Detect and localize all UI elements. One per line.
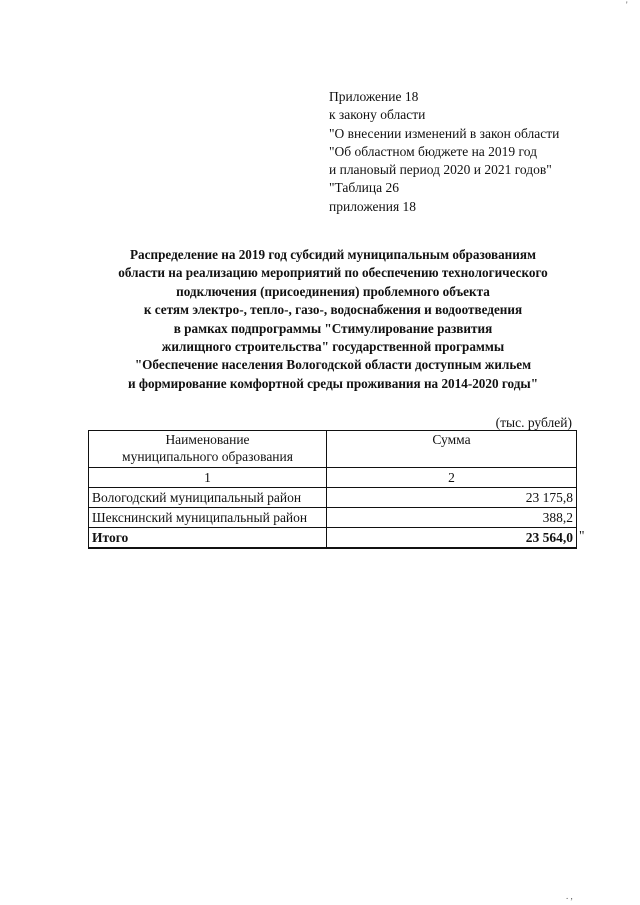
title-line: к сетям электро-, тепло-, газо-, водоснабжения и водоотведения [143, 302, 523, 318]
column-number-row [89, 468, 577, 488]
total-row [89, 528, 577, 549]
scan-mark-top: ' [626, 0, 628, 10]
table-header-row [89, 431, 577, 468]
title-line: области на реализацию мероприятий по обеспечению технологического [118, 265, 548, 281]
table-row [89, 488, 577, 508]
total-label: Итого [89, 528, 327, 549]
document-title [60, 246, 606, 393]
header-municipality [89, 431, 327, 468]
title-line: подключения (присоединения) проблемного объекта [176, 283, 490, 299]
title-line: в рамках подпрограммы "Стимулирование развития [173, 320, 493, 336]
title-line: Распределение на 2019 год субсидий муниципальным образованиям [129, 247, 536, 262]
column-number: 1 [89, 468, 327, 488]
municipality-name: Шекснинский муниципальный район [89, 508, 327, 528]
appendix-line: и плановый период 2020 и 2021 годов" [329, 162, 552, 178]
appendix-line: "Таблица 26 [329, 180, 399, 196]
amount-value: 388,2 [327, 508, 577, 528]
units-label: (тыс. рублей) [495, 415, 572, 430]
amount-value: 23 175,8 [327, 488, 577, 508]
appendix-reference [329, 88, 559, 216]
table-row [89, 508, 577, 528]
total-amount: 23 564,0 [327, 528, 577, 549]
appendix-line: "Об областном бюджете на 2019 год [329, 143, 537, 159]
column-number: 2 [327, 468, 577, 488]
title-line: и формирование комфортной среды проживания на 2014-2020 годы" [127, 375, 539, 391]
subsidy-table [88, 430, 577, 549]
title-line: "Обеспечение населения Вологодской области доступным жильем [134, 357, 532, 373]
scan-mark-bottom: . , [566, 891, 573, 901]
header-municipality-line: муниципального образования [122, 449, 293, 464]
header-municipality-line: Наименование [165, 432, 250, 447]
title-line: жилищного строительства" государственной программы [161, 339, 505, 355]
closing-quote: " [579, 528, 585, 543]
municipality-name: Вологодский муниципальный район [89, 488, 327, 508]
header-amount: Сумма [327, 431, 577, 468]
appendix-line: приложения 18 [329, 198, 417, 214]
appendix-line: к закону области [329, 107, 426, 123]
appendix-line: "О внесении изменений в закон области [329, 125, 560, 141]
appendix-line: Приложение 18 [329, 89, 419, 104]
